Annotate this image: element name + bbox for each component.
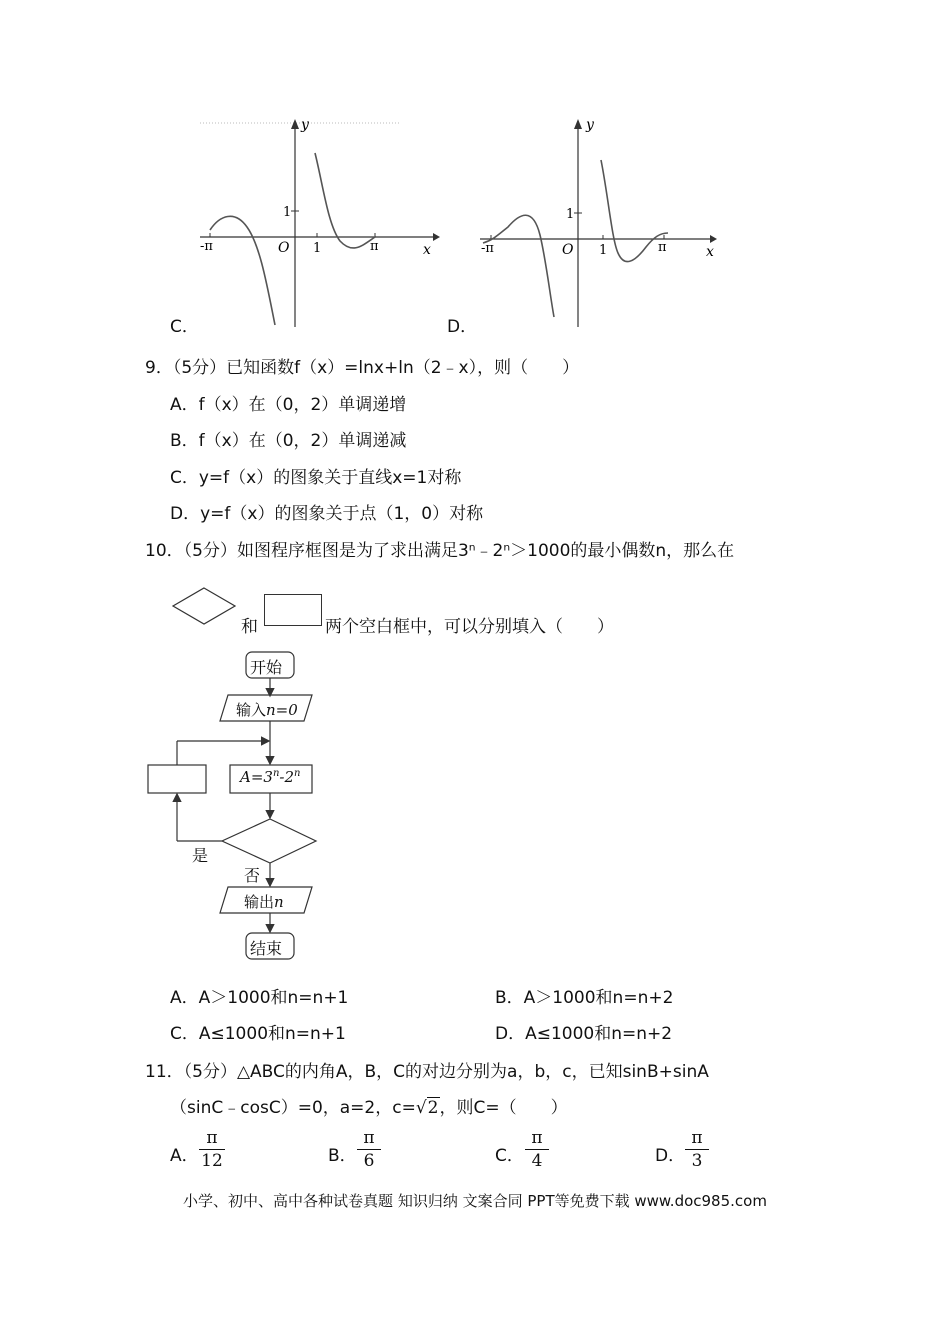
q11-option-b-frac: [357, 1128, 381, 1171]
flow-start-text: 开始: [250, 658, 283, 677]
q11-option-b-label: B．: [328, 1146, 357, 1166]
q11-option-a-den: 12: [201, 1151, 223, 1171]
flow-output-var: n: [274, 893, 284, 911]
q11-stem-line2: [170, 1093, 568, 1118]
graph-d-x-label: x: [706, 244, 714, 260]
sqrt-value: 2: [427, 1098, 439, 1118]
flow-end-text: 结束: [250, 939, 283, 958]
graph-d-label: D．: [447, 317, 478, 337]
graph-c-tick-1y: 1: [283, 205, 292, 220]
graph-d-svg: [478, 115, 723, 330]
graph-d-y-label: y: [586, 117, 594, 133]
q11-option-c-frac: [525, 1128, 549, 1171]
q10-stem-and: 和: [241, 617, 258, 637]
q11-option-d-num: π: [691, 1128, 703, 1148]
graph-c-tick-neg-pi: -π: [200, 239, 213, 254]
flowchart-svg: [140, 645, 340, 970]
q11-option-b-den: 6: [363, 1151, 375, 1171]
graph-d-tick-1x: 1: [599, 243, 608, 258]
graph-c: [195, 115, 440, 330]
flow-yes-label: 是: [192, 846, 209, 865]
q11-option-c-label: C．: [495, 1146, 524, 1166]
q11-option-c-num: π: [531, 1128, 543, 1148]
q10-option-d: D．A≤1000和n=n+2: [495, 1024, 673, 1044]
q11-option-b-num: π: [363, 1128, 375, 1148]
q10-diamond-shape: [172, 587, 236, 630]
graph-c-tick-pi: π: [370, 239, 379, 254]
flow-assign-mid: -2: [279, 768, 295, 786]
flow-input-text: [236, 699, 298, 720]
page-footer: 小学、初中、高中各种试卷真题 知识归纳 文案合同 PPT等免费下载 www.doc985.com: [183, 1192, 767, 1210]
flow-output-text: [244, 891, 284, 912]
q10-option-b: B．A＞1000和n=n+2: [495, 988, 674, 1008]
q9-option-b: B．f（x）在（0，2）单调递减: [170, 431, 407, 451]
q9-option-d: D．y=f（x）的图象关于点（1，0）对称: [170, 504, 484, 524]
q10-option-c: C．A≤1000和n=n+1: [170, 1024, 346, 1044]
q11-option-c-den: 4: [531, 1151, 543, 1171]
q11-option-d-den: 3: [691, 1151, 703, 1171]
flow-no-label: 否: [244, 866, 261, 885]
graph-d: [478, 115, 723, 330]
q11-stem-part1: （sinC﹣cosC）=0，a=2，c=: [170, 1098, 416, 1118]
q11-option-a-frac: [199, 1128, 225, 1171]
flow-output-label: 输出: [244, 893, 275, 911]
q10-stem-line2: 两个空白框中，可以分别填入（ ）: [325, 617, 614, 637]
q10-stem-line1: 10．（5分）如图程序框图是为了求出满足3ⁿ﹣2ⁿ＞1000的最小偶数n，那么在: [145, 541, 735, 561]
q11-option-d-label: D．: [655, 1146, 686, 1166]
graph-c-label: C．: [170, 317, 199, 337]
graph-c-origin: O: [278, 240, 290, 256]
flow-input-label: 输入: [236, 701, 267, 719]
flow-assign-a: A=3: [240, 768, 273, 786]
graph-c-tick-1x: 1: [313, 241, 322, 256]
graph-c-x-label: x: [423, 242, 431, 258]
q11-option-d-frac: [685, 1128, 709, 1171]
q10-option-a: A．A＞1000和n=n+1: [170, 988, 349, 1008]
sqrt-symbol: √: [415, 1098, 427, 1118]
q9-stem: 9．（5分）已知函数f（x）=lnx+ln（2﹣x），则（ ）: [145, 358, 580, 378]
flow-assign-sup1: n: [272, 768, 280, 779]
q9-option-c: C．y=f（x）的图象关于直线x=1对称: [170, 468, 462, 488]
q11-option-a-label: A．: [170, 1146, 199, 1166]
graph-d-tick-1y: 1: [566, 207, 575, 222]
flow-assign-sup2: n: [294, 768, 301, 779]
q9-option-a: A．f（x）在（0，2）单调递增: [170, 395, 407, 415]
graph-c-y-label: y: [301, 117, 309, 133]
graph-d-tick-pi: π: [658, 240, 667, 255]
graph-d-origin: O: [562, 242, 574, 258]
flow-input-var: n=0: [266, 701, 298, 719]
q11-stem-part2: ，则C=（ ）: [439, 1098, 568, 1118]
graph-d-tick-neg-pi: -π: [481, 241, 494, 256]
q11-option-a-num: π: [206, 1128, 218, 1148]
q10-rect-shape: [264, 594, 322, 626]
q11-stem-line1: 11．（5分）△ABC的内角A，B，C的对边分别为a，b，c，已知sinB+sinA: [145, 1062, 709, 1082]
flow-assign-text: [240, 768, 300, 786]
graph-c-svg: [195, 115, 440, 330]
flowchart: [140, 645, 340, 970]
